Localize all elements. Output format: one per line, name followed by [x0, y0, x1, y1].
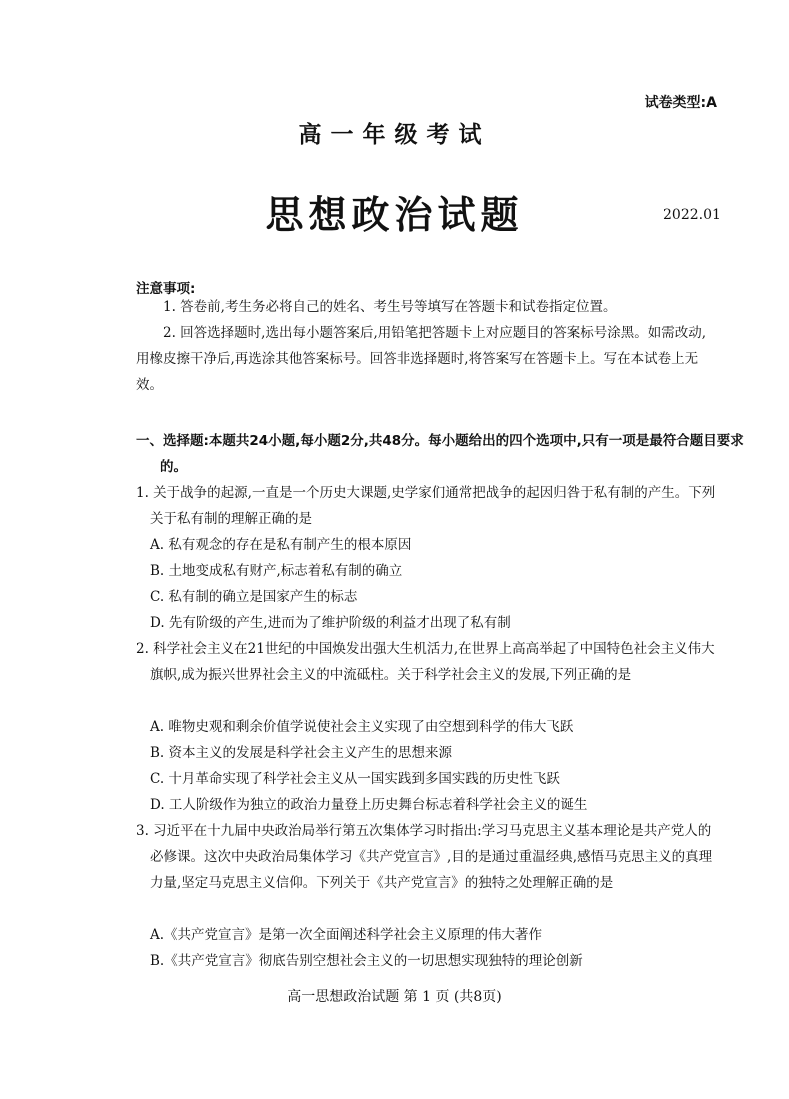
question-1 — [136, 480, 720, 532]
page-footer: 高一思想政治试题 第 1 页 (共8页) — [287, 989, 502, 1005]
notice-item-1: 1. 答卷前,考生务必将自己的姓名、考生号等填写在答题卡和试卷指定位置。 — [163, 299, 617, 315]
notice-title: 注意事项: — [136, 281, 196, 297]
question-3-stem: 3. 习近平在十九届中央政治局举行第五次集体学习时指出:学习马克思主义基本理论是共产党人的必修课。这次中央政治局集体学习《共产党宣言》,目的是通过重温经典,感悟马克思主义的真理力量,坚定马克思主义信仰。下列关于《共产党宣言》的独特之处理解正确的是 — [136, 823, 713, 891]
grade-title: 高一年级考试 — [298, 121, 491, 148]
exam-type-label: 试卷类型:A — [644, 95, 717, 111]
question-1-stem: 1. 关于战争的起源,一直是一个历史大课题,史学家们通常把战争的起因归咎于私有制的产生。下列关于私有制的理解正确的是 — [136, 485, 716, 527]
subject-title: 思想政治试题 — [265, 192, 524, 237]
section-heading: 一、选择题:本题共24小题,每小题2分,共48分。每小题给出的四个选项中,只有一项是最符合题目要求的。 — [136, 433, 744, 475]
question-1-option-c: C. 私有制的确立是国家产生的标志 — [150, 589, 358, 605]
question-2-option-c: C. 十月革命实现了科学社会主义从一国实践到多国实践的历史性飞跃 — [150, 771, 560, 787]
question-3-option-b: B.《共产党宣言》彻底告别空想社会主义的一切思想实现独特的理论创新 — [150, 953, 583, 969]
question-1-option-d: D. 先有阶级的产生,进而为了维护阶级的利益才出现了私有制 — [150, 615, 511, 631]
question-2 — [136, 636, 720, 688]
exam-date: 2022.01 — [663, 207, 721, 223]
question-2-stem: 2. 科学社会主义在21世纪的中国焕发出强大生机活力,在世界上高高举起了中国特色社会主义伟大旗帜,成为振兴世界社会主义的中流砥柱。关于科学社会主义的发展,下列正确的是 — [136, 641, 715, 683]
question-1-option-a: A. 私有观念的存在是私有制产生的根本原因 — [150, 537, 412, 553]
question-1-option-b: B. 土地变成私有财产,标志着私有制的确立 — [150, 563, 403, 579]
question-3-option-a: A.《共产党宣言》是第一次全面阐述科学社会主义原理的伟大著作 — [150, 927, 543, 943]
question-2-option-d: D. 工人阶级作为独立的政治力量登上历史舞台标志着科学社会主义的诞生 — [150, 797, 588, 813]
question-3 — [136, 818, 720, 896]
question-2-option-a: A. 唯物史观和剩余价值学说使社会主义实现了由空想到科学的伟大飞跃 — [150, 719, 574, 735]
notice-item-2: 2. 回答选择题时,选出每小题答案后,用铅笔把答题卡上对应题目的答案标号涂黑。如需改动,用橡皮擦干净后,再选涂其他答案标号。回答非选择题时,将答案写在答题卡上。写在本试卷上无效。 — [136, 325, 707, 393]
question-2-option-b: B. 资本主义的发展是科学社会主义产生的思想来源 — [150, 745, 453, 761]
